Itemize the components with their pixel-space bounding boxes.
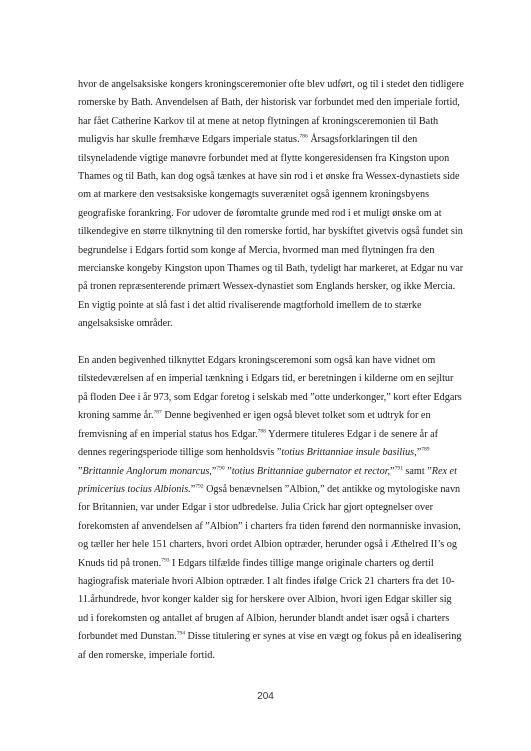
- text-line: [78, 591, 456, 609]
- paragraph: [78, 76, 464, 334]
- text-line: [78, 242, 456, 260]
- text-run: muligvis har skulle fremhæve Edgars imperiale status.: [78, 134, 300, 146]
- text-line: [78, 536, 456, 554]
- footnote-marker: 792: [195, 483, 204, 490]
- text-line: [78, 150, 456, 168]
- text-run: ”: [416, 447, 422, 459]
- text-line: [78, 647, 456, 665]
- text-run: Ydermere tituleres Edgar i de senere år af: [265, 428, 439, 440]
- footnote-marker: 793: [161, 557, 170, 564]
- text-run: 11.århundrede, hvor konger kalder sig for herskere over Albion, hvori igen Edgar skiller sig: [78, 594, 452, 606]
- text-run: Thames og til Bath, kan dog også tænkes at have sin rod i et ønske fra Wessex-dynastiets side: [78, 171, 460, 183]
- text-line: [78, 444, 456, 462]
- text-run: forekomsten af anvendelsen af ”Albion” i charters fra tiden førend den normanniske invasion,: [78, 520, 461, 532]
- footnote-marker: 794: [176, 630, 185, 637]
- text-run: mercianske kongeby Kingston upon Thames og til Bath, tydeligt har markeret, at Edgar nu var: [78, 263, 464, 275]
- footnote-marker: 790: [216, 465, 225, 472]
- text-run: Denne begivenhed er igen også blevet tolket som et udtryk for en: [161, 410, 431, 422]
- text-run: Knuds tid på tronen.: [78, 557, 162, 569]
- text-line: [78, 628, 462, 646]
- footnote-marker: 789: [421, 446, 430, 453]
- text-run: hagiografisk materiale hvori Albion optræder. I alt findes ifølge Crick 21 charters fra det 10-: [78, 575, 455, 587]
- text-line: [78, 481, 461, 499]
- text-run: ”: [390, 465, 395, 477]
- text-run: hvor de angelsaksiske kongers kroningsceremonier ofte blev udført, og til i stedet den tidligere: [78, 79, 464, 90]
- text-run: dennes regeringsperiode tillige som henholdsvis ”: [78, 447, 282, 459]
- text-run: Årsagsforklaringen til den: [307, 134, 418, 146]
- document-body: [78, 76, 464, 665]
- text-line: [78, 205, 456, 223]
- paragraph: [78, 352, 462, 665]
- text-line: [78, 352, 456, 370]
- text-run: om at markere den vestsaksiske kongemagts suverænitet også igennem kroningsbyens: [78, 189, 430, 201]
- text-line: [78, 370, 456, 388]
- text-run: romerske by Bath. Anvendelsen af Bath, der historisk var forbundet med den imperiale fortid,: [78, 97, 460, 109]
- text-run: tilsyneladende vigtige manøvre forbundet med at flytte kongeresidensen fra Kingston upon: [78, 152, 450, 164]
- footnote-marker: 787: [153, 409, 162, 416]
- text-run: begrundelse i Edgars fortid som konge af Mercia, hvormed man med flytningen fra den: [78, 244, 435, 256]
- text-line: [78, 168, 460, 186]
- text-line: [78, 426, 456, 444]
- text-run: En vigtig pointe at slå fast i det altid rivaliserende magtforhold imellem de to stærke: [78, 299, 422, 311]
- text-run: kroning samme år.: [78, 410, 154, 422]
- text-line: [78, 223, 463, 241]
- text-line: [78, 573, 456, 591]
- text-run: ”: [211, 465, 217, 477]
- text-line: [78, 389, 462, 407]
- text-run: Disse titulering er synes at vise en vægt og fokus på en idealisering: [185, 631, 462, 643]
- latin-title: Rex et: [431, 465, 457, 477]
- text-line: [78, 94, 460, 112]
- latin-title: Brittannie Anglorum monarcus,: [82, 465, 212, 477]
- text-run: har fået Catherine Karkov til at mene at netop flytningen af kroningsceremonien til Bath: [78, 115, 439, 127]
- text-run: samt ”: [402, 465, 432, 477]
- text-run: forbundet med Dunstan.: [78, 631, 177, 643]
- text-line: [78, 499, 456, 517]
- text-run: af den romerske, imperiale fortid.: [78, 649, 215, 661]
- text-line: [78, 297, 456, 315]
- text-line: [78, 260, 464, 278]
- text-run: ”: [78, 465, 83, 477]
- text-line: [78, 278, 456, 296]
- text-line: [78, 407, 456, 425]
- text-line: [78, 463, 456, 481]
- text-run: ”: [224, 465, 232, 477]
- text-run: tilkendegive en større tilknytning til den romerske fortid, har byskiftet givetvis også fundet sin: [78, 226, 463, 238]
- text-run: ”: [190, 483, 196, 495]
- text-run: En anden begivenhed tilknyttet Edgars kroningsceremoni som også kan have vidnet om: [78, 355, 436, 367]
- footnote-marker: 786: [299, 133, 308, 140]
- text-line: [78, 131, 456, 149]
- text-run: og tæller her hele 151 charters, hvori ordet Albion optræder, herunder også i Æthelred II’s og: [78, 539, 457, 551]
- latin-title: primicerius tocius Albionis.: [78, 483, 191, 495]
- footnote-marker: 791: [394, 465, 403, 472]
- text-line: [78, 555, 456, 573]
- latin-title: totius Brittanniae gubernator et rector,: [231, 465, 391, 477]
- text-line: [78, 518, 461, 536]
- footnote-marker: 788: [257, 428, 266, 435]
- text-line: [78, 186, 456, 204]
- text-line: [78, 610, 456, 628]
- text-run: ud i forekomsten og antallet af brugen af Albion, herunder blandt andet især også i charters: [78, 612, 450, 624]
- text-run: angelsaksiske områder.: [78, 318, 173, 330]
- text-run: tilstedeværelsen af en imperial tænkning i Edgars tid, er beretningen i kilderne om en sejltur: [78, 373, 454, 385]
- text-run: for Britannien, var under Edgar i stor udbredelse. Julia Crick har gjort optegnelser over: [78, 502, 434, 514]
- text-line: [78, 76, 464, 94]
- latin-title: totius Brittanniae insule basilius,: [281, 447, 417, 459]
- text-line: [78, 113, 456, 131]
- text-run: fremvisning af en imperial status hos Edgar.: [78, 428, 258, 440]
- text-run: Også benævnelsen ”Albion,” det antikke og mytologiske navn: [203, 483, 461, 495]
- text-run: geografiske forankring. For udover de føromtalte grunde med rod i et muligt ønske om at: [78, 207, 442, 219]
- text-line: [78, 315, 456, 333]
- text-run: I Edgars tilfælde findes tillige mange originale charters og dertil: [169, 557, 434, 569]
- page-number: 204: [257, 691, 274, 702]
- text-run: på tronen repræsenterende primært Wessex-dynastiet som Englands hersker, og ikke Mercia.: [78, 281, 456, 293]
- text-run: på floden Dee i år 973, som Edgar foretog i selskab med ”otte underkonger,” kort efter Edgars: [78, 391, 462, 403]
